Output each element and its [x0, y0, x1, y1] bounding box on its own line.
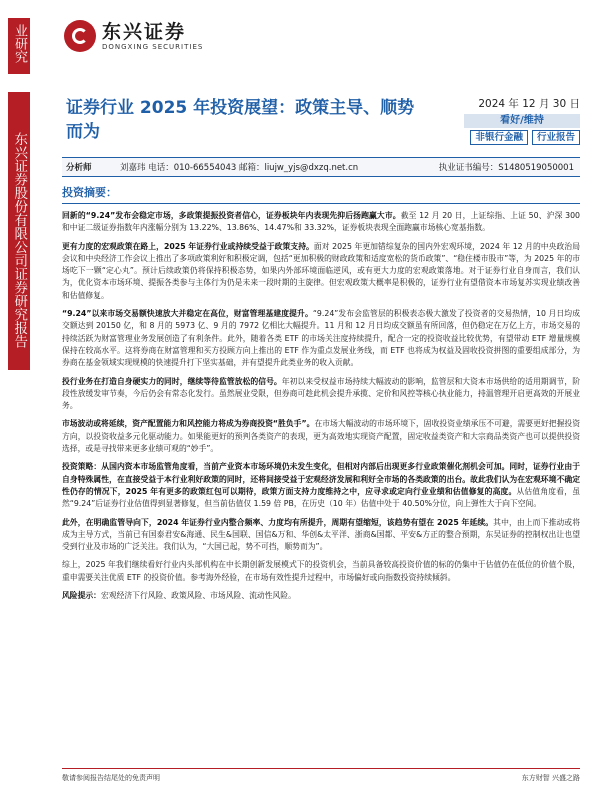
report-tags	[470, 130, 580, 145]
page-footer	[62, 768, 580, 783]
sidebar-category: 业研究	[8, 18, 30, 74]
paragraph: 综上，2025 年我们继续看好行业内头部机构在中长期创新发展模式下的投资机会，当前具备较高投资价值的标的仍集中于估值仍在低位的价值个股，重申需要关注优质 ETF 的投资价值。参考海外经验，在市场有效性提升过程中，市场偏好或向指数投资持续倾斜。	[62, 560, 580, 582]
sidebar	[0, 0, 38, 800]
paragraph: “9.24”以来市场交易额快速放大并稳定在高位，财富管理基建度提升。“9.24”发布会监管层的积极表态极大激发了投资者的交易热情，10 月日均成交额达到 20150 亿，和 8 月的 5973 亿、9 月的 7972 亿相比大幅提升。11 月和 12 月日均成交额虽有所回落，但仍稳定在万亿上方，市场交易的持续活跃为财富管理业务发展创造了有利条件。此外，随着各类 ETF 的市场关注度持续提升，配合一定的投资收益比较优势，有望带动 ETF 增量规模保持在较高水平。这将券商在财富管理和买方投顾方向上推出的 ETF 作为重点发展业务线，而 ETF 也将成为权益及固收投资拼图的重要组成部分，为券商在基金领域实现规模的快速提升打下坚实基础，并有望提升此类业务的收入贡献。	[62, 309, 580, 368]
paragraph: 更有力度的宏观政策在路上，2025 年证券行业或持续受益于政策支持。面对 2025 年更加错综复杂的国内外宏观环境，2024 年 12 月的中央政治局会议和中央经济工作会议上推出了多项政策利好和积极定调，包括“更加积极的财政政策和适度宽松的货币政策”、“稳住楼市股市”等，为 2025 年的市场吃下一颗“定心丸”。预计后续政策仍将保持积极态势，如果内外部环境面临逆风，或有更大力度的宏观政策落地。对于证券行业自身而言，我们认为，优化资本市场环境、提振各类参与主体行为仍是未来一段时期的主旋律。但宏观政策大概率是积极的，证券行业有望借资本市场复苏实现业绩改善和估值修复。	[62, 241, 580, 300]
tag-report-type: 行业报告	[532, 130, 580, 145]
footer-slogan: 东方财智 兴盛之路	[521, 774, 580, 782]
paragraph: 市场波动或将延续，资产配置能力和风控能力将成为券商投资“胜负手”。在市场大幅波动的市场环境下，固收投资业绩承压不可避，需要更好把握投资方向，以投资收益多元化驱动能力。如果能更好的预判各类资产的表现，更为高效地实现资产配置，固定收益类资产和大宗商品类资产也可以提供投资选择，或是寻找带来更多业绩可观的“妙手”。	[62, 419, 581, 454]
paragraph: 投资策略：从国内资本市场监管角度看，当前产业资本市场环境仍未发生变化，但相对内部后出现更多行业政策催化剂机会可加。同时，证券行业由于自身特殊属性，在直接受益于本行业利好政策的同时，还将间接受益于宏观经济发展和利好全市场的各类政策的出台。故此我们认为在宏观环境不确定性仍存的情况下，2025 年有更多的政策红包可以期待，政策方面支持力度维持之中，应寻求或定向行业业绩和估值修复的高度。从估值角度看，虽然“9.24”后证券行业估值得到显著修复，但当前估值仅 1.59 倍 PB，在历史（10 年）估值中处于 40.50%分位，向上弹性大于向下空间。	[62, 462, 580, 509]
report-title: 证券行业 2025 年投资展望：政策主导、顺势而为	[66, 98, 415, 142]
footer-disclaimer: 敬请参阅报告结尾处的免责声明	[62, 774, 160, 782]
abstract-body	[62, 210, 580, 608]
logo-name-cn: 东兴证券	[102, 20, 187, 43]
logo-mark-icon	[64, 20, 96, 52]
analyst-info: 刘嘉玮 电话：010-66554043 邮箱：liujw_yjs@dxzq.net.cn	[120, 163, 359, 173]
abstract-heading: 投资摘要：	[62, 184, 580, 204]
report-date: 2024 年 12 月 30 日	[478, 98, 580, 110]
paragraph: 此外，在明确监管导向下，2024 年证券行业内整合频率、力度均有所提升，周期有望缩短，该趋势有望在 2025 年延续。其中，由上而下推动或将成为主导方式，当前已有国泰君安&海通、民生&国联、国信&万和、华创&太平洋、浙商&国都、平安&方正的整合预期，东吴证券的控制权出让也望受到行业及市场的广泛关注。我们认为，“大国已起，势不可挡，顺势而为”。	[62, 517, 580, 552]
paragraph: 回新的“9.24”发布会稳定市场，多政策提振投资者信心，证券板块年内表现先抑后扬跑赢大市。截至 12 月 20 日，上证综指、上证 50、沪深 300 和中证二级证券指数年内涨幅分别为 13.22%、13.86%、14.47%和 33.32%，证券板块表现全面跑赢市场核心宽基指数。	[62, 211, 580, 233]
rating-badge: 看好/维持	[464, 114, 580, 128]
analyst-row	[62, 157, 580, 177]
logo-name-en: DONGXING SECURITIES	[102, 42, 204, 51]
analyst-label: 分析师	[66, 163, 92, 173]
company-logo	[64, 20, 203, 52]
analyst-cert: 执业证书编号：S1480519050001	[438, 163, 574, 173]
risk-paragraph: 风险提示：宏观经济下行风险、政策风险、市场风险、流动性风险。	[62, 591, 296, 601]
sidebar-brand: 东兴证券股份有限公司证券研究报告	[8, 92, 30, 370]
tag-industry: 非银行金融	[470, 130, 528, 145]
paragraph: 投行业务在打造自身硬实力的同时，继续等待监管放松的信号。年初以来受权益市场持续大幅波动的影响，监管层和大资本市场供给的适用期调节，阶段性放缓发审节奏，今后仍会有常态化发行。虽然展业受限，但券商可趁此机会提升承揽、定价和风控等核心执业能力，持温管理开启更高效的开展业务。	[62, 376, 580, 411]
